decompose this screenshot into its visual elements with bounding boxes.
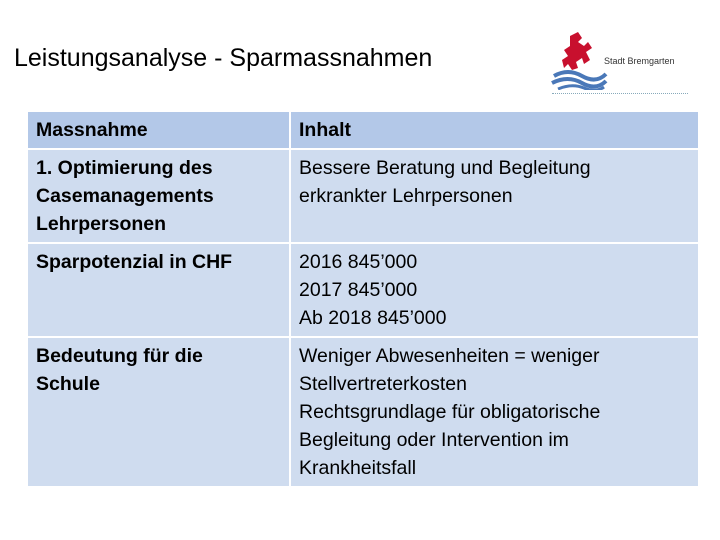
table-row xyxy=(27,337,699,487)
header-massnahme: Massnahme xyxy=(27,111,290,149)
row-sparpotenzial-content: 2016 845’000 2017 845’000 Ab 2018 845’000 xyxy=(290,243,699,337)
row-massnahme-label: 1. Optimierung des Casemanagements Lehrpersonen xyxy=(27,149,290,243)
row-massnahme-content: Bessere Beratung und Begleitung erkrankter Lehrpersonen xyxy=(290,149,699,243)
logo-divider xyxy=(552,93,688,94)
slide-title: Leistungsanalyse - Sparmassnahmen xyxy=(14,44,433,72)
table-row xyxy=(27,149,699,243)
city-logo xyxy=(548,30,690,98)
table-row xyxy=(27,243,699,337)
measures-table xyxy=(26,110,700,488)
row-sparpotenzial-label: Sparpotenzial in CHF xyxy=(27,243,290,337)
logo-text: Stadt Bremgarten xyxy=(604,56,675,66)
header-inhalt: Inhalt xyxy=(290,111,699,149)
table-header-row xyxy=(27,111,699,149)
row-bedeutung-label: Bedeutung für die Schule xyxy=(27,337,290,487)
row-bedeutung-content: Weniger Abwesenheiten = weniger Stellvertreterkosten Rechtsgrundlage für obligatorische Begleitung oder Intervention im Krankheitsfall xyxy=(290,337,699,487)
coat-of-arms-icon xyxy=(548,30,608,90)
